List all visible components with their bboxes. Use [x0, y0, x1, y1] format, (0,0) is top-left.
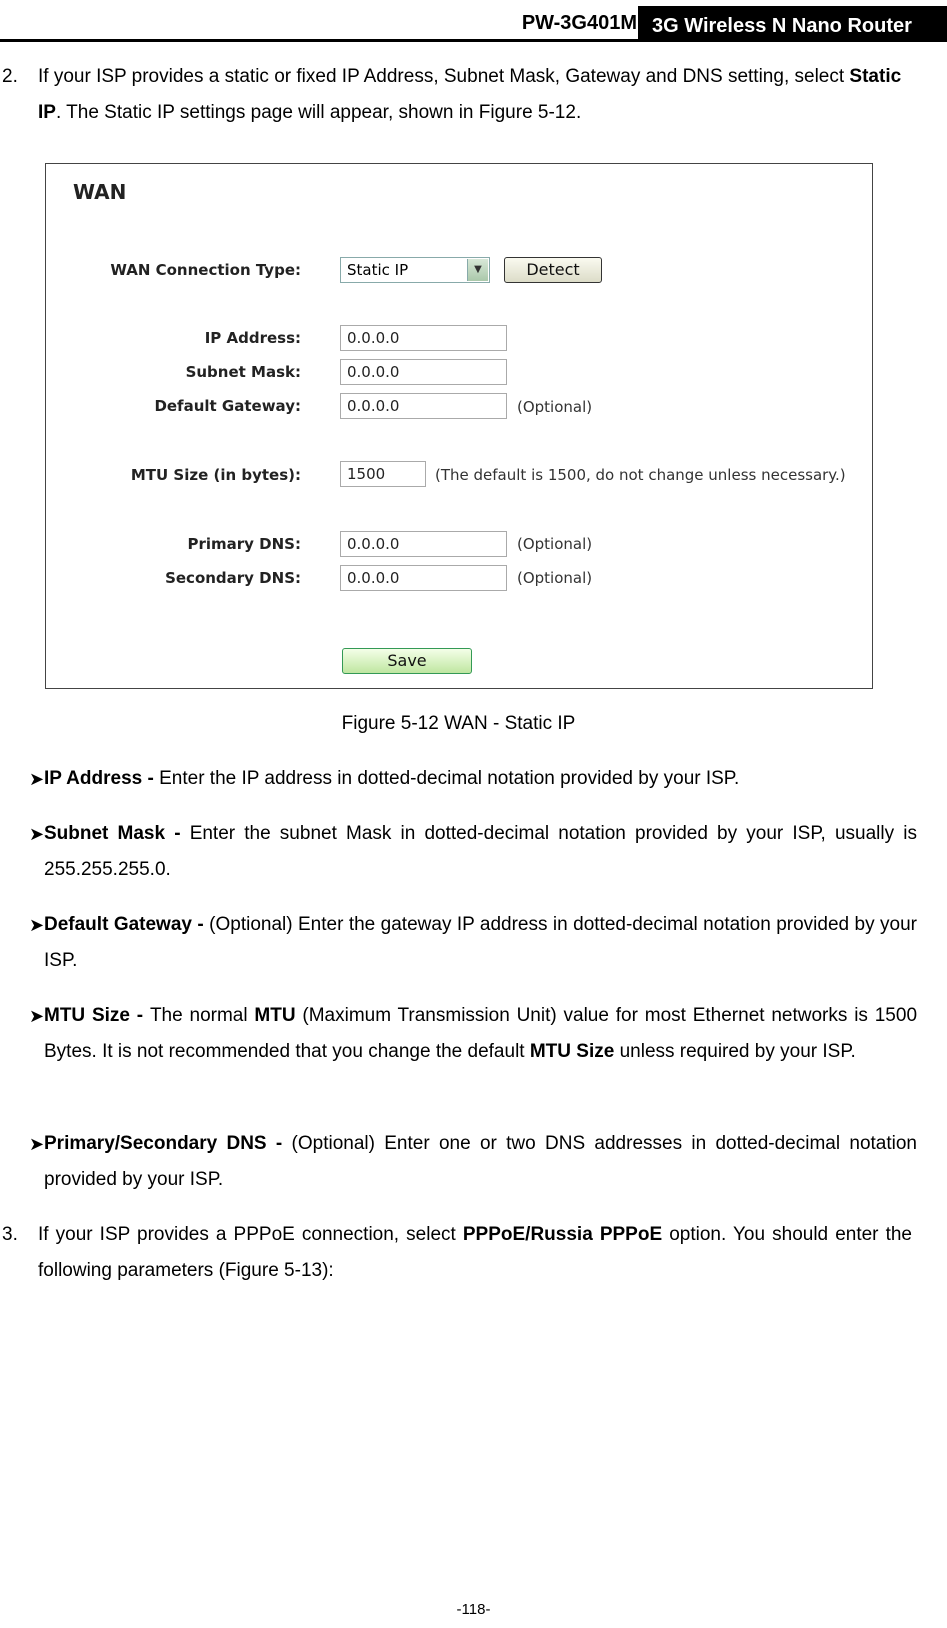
intro-number: 2.	[2, 66, 18, 87]
subnet-mask-label: Subnet Mask:	[185, 363, 301, 381]
intro-post: . The Static IP settings page will appear, shown in Figure 5-12.	[55, 102, 582, 123]
header-model: PW-3G401M	[521, 12, 637, 34]
bullet-mtu-text2: (Maximum Transmission Unit) value for most Ethernet networks is 1500 Bytes. It is not recommended that you change the default	[44, 1005, 918, 1062]
subnet-mask-input[interactable]: 0.0.0.0	[340, 359, 507, 385]
bullet-subnet-text: Enter the subnet Mask in dotted-decimal notation provided by your ISP, usually is 255.255.255.0.	[44, 823, 917, 880]
page-header	[0, 0, 947, 42]
connection-type-select[interactable]	[340, 257, 490, 283]
bullet-mtu-bold1: MTU	[254, 1005, 296, 1026]
mtu-note: (The default is 1500, do not change unless necessary.)	[435, 466, 846, 484]
connection-type-value: Static IP	[347, 261, 409, 279]
secondary-dns-label: Secondary DNS:	[165, 569, 301, 587]
save-button[interactable]: Save	[342, 648, 472, 674]
bullet-mtu-size	[0, 998, 917, 1070]
bullet-gateway-term: Default Gateway -	[44, 914, 210, 935]
bullet-dns-text: (Optional) Enter one or two DNS addresses in dotted-decimal notation provided by your ISP.	[44, 1133, 917, 1190]
bullet-ip-address	[0, 761, 917, 797]
ip-address-input[interactable]: 0.0.0.0	[340, 325, 507, 351]
arrow-bullet-icon: ➤	[29, 915, 45, 935]
bullet-ip-term: IP Address -	[44, 768, 160, 789]
bullet-subnet-mask	[0, 816, 917, 888]
bullet-dns-term: Primary/Secondary DNS -	[44, 1133, 292, 1154]
intro-paragraph	[2, 59, 912, 131]
bullet-mtu-text3: unless required by your ISP.	[614, 1041, 856, 1062]
arrow-bullet-icon: ➤	[29, 824, 45, 844]
mtu-size-label: MTU Size (in bytes):	[130, 466, 301, 484]
arrow-bullet-icon: ➤	[29, 1006, 45, 1026]
bullet-dns	[0, 1126, 917, 1198]
outro-post: option. You should enter the following parameters (Figure 5-13):	[38, 1224, 912, 1281]
arrow-bullet-icon: ➤	[29, 1134, 45, 1154]
header-product: 3G Wireless N Nano Router	[638, 6, 947, 39]
outro-bold: PPPoE/Russia PPPoE	[462, 1224, 663, 1245]
figure-caption: Figure 5-12 WAN - Static IP	[341, 713, 576, 734]
detect-button[interactable]: Detect	[504, 257, 602, 283]
bullet-gateway-text: (Optional) Enter the gateway IP address in dotted-decimal notation provided by your ISP.	[44, 914, 917, 971]
secondary-dns-input[interactable]: 0.0.0.0	[340, 565, 507, 591]
bullet-default-gateway	[0, 907, 917, 979]
arrow-bullet-icon: ➤	[29, 769, 45, 789]
gateway-optional-note: (Optional)	[517, 398, 593, 416]
wan-settings-figure	[45, 163, 873, 689]
outro-number: 3.	[2, 1224, 18, 1245]
secondary-dns-optional-note: (Optional)	[517, 569, 593, 587]
bullet-mtu-text1: The normal	[149, 1005, 255, 1026]
header-rule	[0, 39, 947, 42]
intro-bold: Static IP	[38, 66, 902, 123]
page-number: -118-	[456, 1601, 491, 1618]
chevron-down-icon: ▼	[467, 259, 488, 281]
ip-address-label: IP Address:	[204, 329, 301, 347]
bullet-mtu-term: MTU Size -	[44, 1005, 150, 1026]
bullet-subnet-term: Subnet Mask -	[44, 823, 190, 844]
intro-pre: If your ISP provides a static or fixed IP Address, Subnet Mask, Gateway and DNS setting, select	[38, 66, 850, 87]
outro-pre: If your ISP provides a PPPoE connection, select	[38, 1224, 463, 1245]
wan-title: WAN	[73, 180, 127, 204]
bullet-ip-text: Enter the IP address in dotted-decimal notation provided by your ISP.	[159, 768, 740, 789]
bullet-mtu-bold2: MTU Size	[529, 1041, 615, 1062]
default-gateway-input[interactable]: 0.0.0.0	[340, 393, 507, 419]
primary-dns-optional-note: (Optional)	[517, 535, 593, 553]
connection-type-label: WAN Connection Type:	[110, 261, 301, 279]
default-gateway-label: Default Gateway:	[154, 397, 301, 415]
outro-paragraph	[2, 1217, 912, 1289]
mtu-size-input[interactable]: 1500	[340, 461, 426, 487]
primary-dns-label: Primary DNS:	[187, 535, 301, 553]
primary-dns-input[interactable]: 0.0.0.0	[340, 531, 507, 557]
